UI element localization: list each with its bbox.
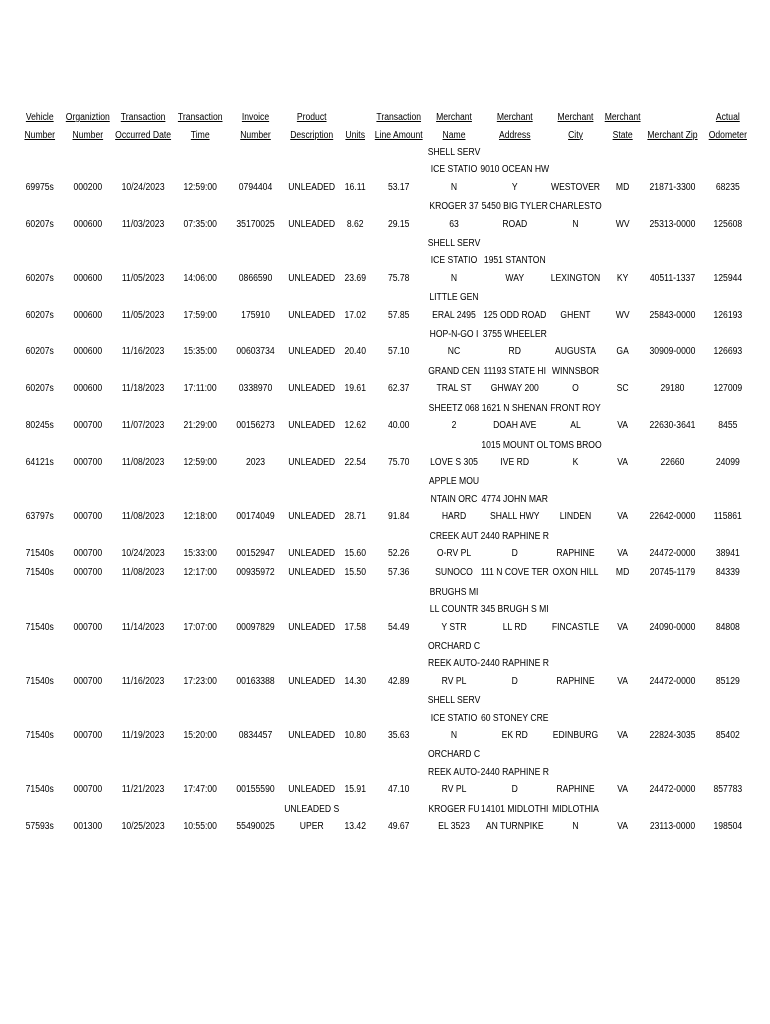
- cell-merchant-city: CHARLESTON: [549, 201, 602, 230]
- column-header: Product Description: [290, 112, 334, 141]
- cell-transaction-time: 15:33:00: [183, 547, 217, 559]
- table-row: [18, 473, 754, 527]
- cell-transaction-time: 17:47:00: [183, 784, 217, 796]
- cell-transaction-time: 10:55:00: [183, 821, 217, 833]
- cell-merchant-address: 2440 RAPHINE RD: [480, 766, 549, 796]
- cell-organization-number: 000600: [73, 346, 103, 358]
- cell-product-description: UNLEADED: [288, 675, 336, 687]
- cell-invoice-number: 00097829: [236, 621, 275, 633]
- cell-merchant-address: 5450 BIG TYLER ROAD: [481, 201, 548, 230]
- column-header: Vehicle Number: [24, 112, 56, 141]
- cell-merchant-zip: 22660: [660, 456, 685, 468]
- cell-units: 19.61: [344, 383, 366, 395]
- table-row: [18, 564, 754, 583]
- cell-vehicle-number: 60207s: [25, 218, 54, 230]
- table-row: [18, 235, 754, 289]
- cell-merchant-address: 60 STONEY CREEK RD: [480, 712, 549, 741]
- cell-line-amount: 91.84: [387, 511, 410, 523]
- cell-line-amount: 29.15: [387, 218, 410, 230]
- cell-merchant-name: SUNOCO: [435, 567, 473, 579]
- cell-product-description: UNLEADED: [288, 784, 336, 796]
- cell-organization-number: 000700: [73, 621, 103, 633]
- cell-merchant-city: FRONT ROYAL: [550, 402, 601, 432]
- table-row: [18, 144, 754, 198]
- cell-product-description: UNLEADED: [288, 420, 336, 432]
- cell-merchant-address: 1621 N SHENANDOAH AVE: [481, 402, 548, 432]
- cell-merchant-name: GRAND CENTRAL ST: [428, 365, 480, 395]
- cell-line-amount: 57.36: [387, 567, 410, 579]
- cell-merchant-zip: 24090-0000: [649, 621, 696, 633]
- cell-line-amount: 62.37: [387, 383, 410, 395]
- cell-odometer: 127009: [713, 383, 743, 395]
- cell-vehicle-number: 60207s: [25, 383, 54, 395]
- cell-product-description: UNLEADED SUPER: [284, 803, 340, 833]
- cell-merchant-zip: 22642-0000: [649, 511, 696, 523]
- cell-merchant-address: 2440 RAPHINE RD: [480, 658, 549, 687]
- cell-line-amount: 35.63: [387, 730, 410, 741]
- table-row: [18, 198, 754, 235]
- cell-units: 13.42: [344, 821, 366, 833]
- cell-vehicle-number: 60207s: [25, 272, 54, 284]
- column-header: Merchant State: [604, 112, 641, 141]
- cell-merchant-state: WV: [615, 218, 630, 230]
- fuel-transactions-table: [18, 90, 754, 837]
- cell-transaction-time: 21:29:00: [183, 420, 217, 432]
- cell-organization-number: 001300: [73, 821, 103, 833]
- cell-odometer: 38941: [715, 547, 740, 559]
- cell-odometer: 85402: [715, 730, 740, 741]
- cell-transaction-date: 10/24/2023: [121, 547, 165, 559]
- cell-transaction-date: 11/19/2023: [121, 730, 165, 741]
- cell-transaction-date: 11/08/2023: [121, 567, 165, 579]
- column-header: Merchant Address: [496, 112, 533, 141]
- cell-transaction-date: 11/18/2023: [121, 383, 165, 395]
- cell-merchant-zip: 30909-0000: [649, 346, 696, 358]
- cell-product-description: UNLEADED: [288, 621, 336, 633]
- cell-merchant-state: VA: [617, 547, 629, 559]
- table-row: [18, 326, 754, 363]
- column-header: Units: [345, 129, 366, 141]
- cell-invoice-number: 00163388: [236, 675, 275, 687]
- cell-odometer: 84808: [715, 621, 740, 633]
- cell-merchant-name: LOVE S 305: [430, 456, 478, 468]
- cell-invoice-number: 00935972: [236, 567, 275, 579]
- cell-transaction-time: 17:23:00: [183, 675, 217, 687]
- cell-merchant-name: KROGER 3763: [429, 201, 479, 230]
- cell-transaction-time: 15:35:00: [183, 346, 217, 358]
- cell-merchant-name: SHELL SERVICE STATION: [427, 238, 481, 284]
- cell-merchant-address: 1951 STANTON WAY: [483, 255, 546, 284]
- cell-merchant-city: EDINBURG: [552, 730, 599, 741]
- cell-product-description: UNLEADED: [288, 309, 336, 321]
- cell-product-description: UNLEADED: [288, 547, 336, 559]
- cell-invoice-number: 2023: [245, 456, 266, 468]
- cell-merchant-address: 4774 JOHN MARSHALL HWY: [481, 493, 548, 523]
- cell-invoice-number: 175910: [241, 309, 270, 321]
- cell-line-amount: 47.10: [387, 784, 410, 796]
- cell-odometer: 198504: [713, 821, 743, 833]
- cell-vehicle-number: 64121s: [25, 456, 54, 468]
- column-header: Organiztion Number: [65, 112, 110, 141]
- cell-organization-number: 000700: [73, 567, 103, 579]
- cell-merchant-address: 1015 MOUNT OLIVE RD: [481, 439, 549, 468]
- cell-line-amount: 57.85: [387, 309, 410, 321]
- cell-invoice-number: 0866590: [238, 272, 273, 284]
- cell-merchant-city: LINDEN: [559, 511, 592, 523]
- cell-merchant-state: MD: [615, 567, 630, 579]
- cell-merchant-zip: 40511-1337: [649, 272, 696, 284]
- cell-merchant-state: VA: [617, 675, 629, 687]
- cell-vehicle-number: 69975s: [25, 181, 54, 193]
- cell-merchant-state: WV: [615, 309, 630, 321]
- cell-units: 23.69: [344, 272, 366, 284]
- cell-merchant-zip: 20745-1179: [649, 567, 696, 579]
- cell-units: 10.80: [344, 730, 366, 741]
- cell-units: 17.02: [344, 309, 366, 321]
- cell-line-amount: 57.10: [387, 346, 410, 358]
- table-row: [18, 289, 754, 326]
- cell-merchant-city: OXON HILL: [552, 567, 599, 579]
- cell-invoice-number: 0834457: [238, 730, 273, 741]
- cell-merchant-address: 9010 OCEAN HWY: [480, 164, 550, 193]
- column-header: Actual Odometer: [708, 112, 747, 141]
- cell-merchant-name: ORCHARD CREEK AUTO-RV PL: [427, 749, 481, 796]
- cell-vehicle-number: 71540s: [25, 547, 54, 559]
- cell-odometer: 857783: [713, 784, 743, 796]
- cell-line-amount: 75.70: [387, 456, 410, 468]
- cell-line-amount: 40.00: [387, 420, 410, 432]
- cell-merchant-address: 14101 MIDLOTHIAN TURNPIKE: [481, 803, 549, 833]
- cell-odometer: 126193: [713, 309, 743, 321]
- cell-product-description: UNLEADED: [288, 383, 336, 395]
- cell-product-description: UNLEADED: [288, 456, 336, 468]
- cell-merchant-name: SHEETZ 0682: [428, 402, 480, 432]
- cell-organization-number: 000600: [73, 309, 103, 321]
- cell-transaction-date: 11/05/2023: [121, 272, 165, 284]
- cell-merchant-address: 125 ODD ROAD: [483, 309, 547, 321]
- column-header: Transaction Time: [177, 112, 223, 141]
- cell-merchant-zip: 22630-3641: [649, 420, 696, 432]
- header-row: [18, 90, 754, 144]
- cell-odometer: 85129: [715, 675, 740, 687]
- cell-transaction-date: 11/14/2023: [121, 621, 165, 633]
- cell-merchant-address: 3755 WHEELER RD: [482, 329, 547, 358]
- column-header: Transaction Occurred Date: [115, 112, 172, 141]
- cell-merchant-name: LITTLE GENERAL 2495: [429, 292, 479, 321]
- column-header: Merchant Name: [436, 112, 472, 141]
- cell-invoice-number: 0338970: [238, 383, 273, 395]
- cell-merchant-zip: 21871-3300: [649, 181, 696, 193]
- column-header: Merchant City: [557, 112, 594, 141]
- cell-line-amount: 53.17: [387, 181, 410, 193]
- cell-organization-number: 000700: [73, 420, 103, 432]
- cell-transaction-time: 15:20:00: [183, 730, 217, 741]
- cell-invoice-number: 35170025: [236, 218, 275, 230]
- cell-product-description: UNLEADED: [288, 181, 336, 193]
- cell-merchant-name: CREEK AUTO-RV PL: [429, 530, 479, 559]
- cell-product-description: UNLEADED: [288, 346, 336, 358]
- table-row: [18, 692, 754, 746]
- table-row: [18, 363, 754, 400]
- cell-merchant-state: VA: [617, 784, 629, 796]
- cell-organization-number: 000700: [73, 784, 103, 796]
- cell-transaction-time: 07:35:00: [183, 218, 217, 230]
- table-row: [18, 437, 754, 474]
- cell-merchant-city: FINCASTLE: [551, 621, 600, 633]
- cell-merchant-name: SHELL SERVICE STATION: [427, 695, 481, 741]
- cell-odometer: 84339: [715, 567, 740, 579]
- cell-transaction-date: 10/24/2023: [121, 181, 165, 193]
- cell-units: 20.40: [344, 346, 366, 358]
- cell-transaction-time: 17:07:00: [183, 621, 217, 633]
- cell-odometer: 24099: [715, 456, 740, 468]
- cell-merchant-address: 11193 STATE HIGHWAY 200: [483, 365, 546, 395]
- cell-organization-number: 000600: [73, 272, 103, 284]
- cell-transaction-date: 11/08/2023: [121, 511, 165, 523]
- cell-organization-number: 000700: [73, 511, 103, 523]
- cell-units: 22.54: [344, 456, 366, 468]
- table-body: [18, 144, 754, 837]
- cell-units: 16.11: [344, 181, 366, 193]
- cell-invoice-number: 00174049: [236, 511, 275, 523]
- cell-units: 28.71: [344, 511, 366, 523]
- cell-merchant-state: KY: [616, 272, 629, 284]
- cell-odometer: 8455: [718, 420, 738, 432]
- cell-invoice-number: 00155590: [236, 784, 275, 796]
- cell-vehicle-number: 57593s: [25, 821, 54, 833]
- cell-merchant-state: MD: [615, 181, 630, 193]
- cell-odometer: 125608: [713, 218, 743, 230]
- cell-merchant-zip: 23113-0000: [649, 821, 696, 833]
- cell-odometer: 115861: [713, 511, 742, 523]
- cell-units: 17.58: [344, 621, 366, 633]
- column-header: Invoice Number: [240, 112, 271, 141]
- column-header: Transaction Line Amount: [374, 112, 423, 141]
- cell-merchant-state: GA: [616, 346, 629, 358]
- cell-transaction-date: 11/05/2023: [121, 309, 165, 321]
- cell-transaction-time: 14:06:00: [183, 272, 217, 284]
- cell-merchant-state: VA: [617, 420, 629, 432]
- cell-line-amount: 52.26: [387, 547, 410, 559]
- cell-line-amount: 75.78: [387, 272, 410, 284]
- cell-merchant-zip: 25313-0000: [649, 218, 696, 230]
- cell-merchant-zip: 24472-0000: [649, 547, 696, 559]
- table-row: [18, 638, 754, 692]
- cell-merchant-city: RAPHINE: [556, 675, 595, 687]
- cell-line-amount: 54.49: [387, 621, 410, 633]
- cell-transaction-date: 11/07/2023: [121, 420, 165, 432]
- column-header: Merchant Zip: [647, 129, 698, 141]
- cell-odometer: 125944: [713, 272, 743, 284]
- table-row: [18, 746, 754, 800]
- cell-transaction-date: 10/25/2023: [121, 821, 165, 833]
- table-row: [18, 400, 754, 437]
- cell-merchant-zip: 24472-0000: [649, 675, 696, 687]
- cell-merchant-city: RAPHINE: [556, 547, 595, 559]
- cell-merchant-city: TOMS BROOK: [549, 439, 602, 468]
- cell-units: 15.60: [344, 547, 366, 559]
- cell-vehicle-number: 71540s: [25, 621, 54, 633]
- cell-merchant-city: RAPHINE: [556, 784, 595, 796]
- cell-merchant-state: SC: [616, 383, 629, 395]
- cell-merchant-zip: 24472-0000: [649, 784, 696, 796]
- cell-organization-number: 000700: [73, 730, 103, 741]
- cell-product-description: UNLEADED: [288, 567, 336, 579]
- cell-merchant-city: WESTOVER: [550, 181, 601, 193]
- cell-units: 15.91: [344, 784, 366, 796]
- cell-line-amount: 42.89: [387, 675, 410, 687]
- cell-merchant-name: ORCHARD CREEK AUTO-RV PL: [427, 640, 481, 687]
- cell-organization-number: 000600: [73, 383, 103, 395]
- cell-product-description: UNLEADED: [288, 272, 336, 284]
- cell-odometer: 126693: [713, 346, 743, 358]
- cell-line-amount: 49.67: [387, 821, 410, 833]
- cell-units: 8.62: [346, 218, 364, 230]
- cell-vehicle-number: 71540s: [25, 784, 54, 796]
- cell-vehicle-number: 60207s: [25, 346, 54, 358]
- cell-units: 15.50: [344, 567, 366, 579]
- cell-merchant-name: KROGER FUEL 3523: [428, 803, 480, 833]
- cell-invoice-number: 00152947: [236, 547, 275, 559]
- cell-vehicle-number: 71540s: [25, 675, 54, 687]
- cell-merchant-state: VA: [617, 621, 629, 633]
- cell-merchant-name: SHELL SERVICE STATION: [427, 147, 481, 193]
- cell-merchant-city: WINNSBORO: [551, 365, 600, 395]
- cell-product-description: UNLEADED: [288, 730, 336, 741]
- cell-invoice-number: 55490025: [236, 821, 275, 833]
- cell-transaction-time: 12:18:00: [183, 511, 217, 523]
- cell-vehicle-number: 71540s: [25, 730, 54, 741]
- cell-odometer: 68235: [715, 181, 740, 193]
- cell-invoice-number: 00156273: [236, 420, 275, 432]
- table-row: [18, 584, 754, 638]
- cell-transaction-date: 11/03/2023: [121, 218, 165, 230]
- table-row: [18, 801, 754, 838]
- cell-merchant-state: VA: [617, 730, 629, 741]
- cell-invoice-number: 00603734: [236, 346, 275, 358]
- cell-vehicle-number: 80245s: [25, 420, 54, 432]
- cell-merchant-name: APPLE MOUNTAIN ORCHARD: [428, 476, 480, 523]
- cell-transaction-time: 17:59:00: [183, 309, 217, 321]
- cell-transaction-date: 11/21/2023: [121, 784, 165, 796]
- cell-units: 14.30: [344, 675, 366, 687]
- cell-merchant-city: GHENT: [560, 309, 591, 321]
- cell-merchant-name: BRUGHS MILL COUNTRY STR: [429, 586, 479, 633]
- cell-transaction-time: 17:11:00: [183, 383, 217, 395]
- cell-merchant-city: LEXINGTON: [550, 272, 601, 284]
- cell-invoice-number: 0794404: [238, 181, 273, 193]
- table-row: [18, 528, 754, 565]
- cell-merchant-zip: 25843-0000: [649, 309, 696, 321]
- cell-organization-number: 000700: [73, 675, 103, 687]
- cell-merchant-state: VA: [617, 456, 629, 468]
- cell-transaction-date: 11/16/2023: [121, 675, 165, 687]
- cell-vehicle-number: 63797s: [25, 511, 54, 523]
- cell-merchant-address: 111 N COVE TER: [480, 567, 549, 579]
- cell-organization-number: 000700: [73, 456, 103, 468]
- report-page: [18, 90, 754, 837]
- cell-merchant-state: VA: [617, 511, 629, 523]
- cell-units: 12.62: [344, 420, 366, 432]
- cell-transaction-time: 12:59:00: [183, 181, 217, 193]
- cell-organization-number: 000600: [73, 218, 103, 230]
- cell-product-description: UNLEADED: [288, 218, 336, 230]
- cell-transaction-date: 11/08/2023: [121, 456, 165, 468]
- cell-product-description: UNLEADED: [288, 511, 336, 523]
- cell-merchant-address: 2440 RAPHINE RD: [480, 530, 549, 559]
- cell-organization-number: 000200: [73, 181, 103, 193]
- cell-vehicle-number: 60207s: [25, 309, 54, 321]
- cell-transaction-time: 12:59:00: [183, 456, 217, 468]
- cell-merchant-state: VA: [617, 821, 629, 833]
- cell-merchant-address: 345 BRUGH S MILL RD: [480, 604, 549, 633]
- cell-merchant-zip: 29180: [660, 383, 685, 395]
- cell-merchant-zip: 22824-3035: [649, 730, 696, 741]
- cell-vehicle-number: 71540s: [25, 567, 54, 579]
- cell-transaction-time: 12:17:00: [183, 567, 217, 579]
- cell-transaction-date: 11/16/2023: [121, 346, 165, 358]
- cell-organization-number: 000700: [73, 547, 103, 559]
- cell-merchant-city: MIDLOTHIAN: [552, 803, 599, 833]
- cell-merchant-city: AUGUSTA: [555, 346, 596, 358]
- cell-merchant-name: HOP-N-GO INC: [429, 329, 479, 358]
